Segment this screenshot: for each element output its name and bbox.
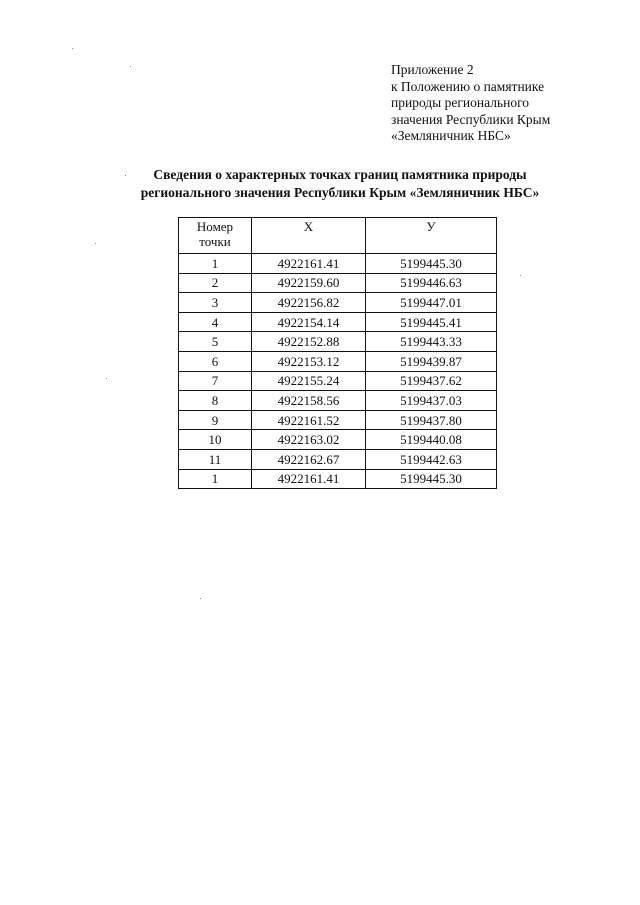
header-y: У [366, 218, 497, 254]
cell-y: 5199442.63 [366, 449, 497, 469]
cell-y: 5199445.41 [366, 312, 497, 332]
table-header-row [179, 218, 497, 254]
document-title [100, 166, 580, 202]
cell-y: 5199439.87 [366, 351, 497, 371]
cell-y: 5199443.33 [366, 332, 497, 352]
cell-point-number: 3 [179, 293, 252, 313]
table-row [179, 332, 497, 352]
cell-y: 5199446.63 [366, 273, 497, 293]
cell-y: 5199440.08 [366, 430, 497, 450]
scan-speck [125, 175, 126, 176]
cell-x: 4922154.14 [252, 312, 366, 332]
cell-x: 4922152.88 [252, 332, 366, 352]
table-row [179, 430, 497, 450]
table-row [179, 273, 497, 293]
scan-speck [95, 243, 96, 244]
cell-y: 5199447.01 [366, 293, 497, 313]
table-row [179, 469, 497, 489]
table-row [179, 391, 497, 411]
cell-point-number: 5 [179, 332, 252, 352]
cell-point-number: 2 [179, 273, 252, 293]
table-row [179, 371, 497, 391]
cell-point-number: 10 [179, 430, 252, 450]
table-row [179, 410, 497, 430]
scan-speck [200, 598, 201, 599]
cell-point-number: 6 [179, 351, 252, 371]
appendix-line: Приложение 2 [391, 62, 474, 77]
cell-x: 4922161.41 [252, 254, 366, 274]
scan-speck [106, 378, 107, 379]
cell-point-number: 1 [179, 254, 252, 274]
scan-speck [72, 48, 73, 49]
header-x: X [252, 218, 366, 254]
table-row [179, 254, 497, 274]
cell-y: 5199445.30 [366, 469, 497, 489]
cell-point-number: 8 [179, 391, 252, 411]
table-row [179, 312, 497, 332]
header-point-number-line2: точки [199, 234, 231, 249]
cell-point-number: 11 [179, 449, 252, 469]
cell-point-number: 4 [179, 312, 252, 332]
boundary-points-table [178, 217, 497, 489]
appendix-line: природы регионального [391, 95, 530, 110]
cell-point-number: 1 [179, 469, 252, 489]
cell-x: 4922161.52 [252, 410, 366, 430]
cell-x: 4922162.67 [252, 449, 366, 469]
appendix-line: значения Республики Крым [391, 111, 551, 127]
cell-y: 5199445.30 [366, 254, 497, 274]
scan-speck [130, 66, 131, 67]
cell-x: 4922153.12 [252, 351, 366, 371]
scan-speck [520, 275, 521, 276]
appendix-line: к Положению о памятнике [391, 78, 545, 94]
header-point-number [179, 218, 252, 254]
cell-y: 5199437.03 [366, 391, 497, 411]
table-row [179, 449, 497, 469]
cell-y: 5199437.80 [366, 410, 497, 430]
appendix-note [391, 62, 631, 145]
cell-x: 4922155.24 [252, 371, 366, 391]
table-row [179, 293, 497, 313]
table-row [179, 351, 497, 371]
title-line: Сведения о характерных точках границ памятника природы [153, 167, 527, 182]
cell-x: 4922156.82 [252, 293, 366, 313]
header-point-number-line1: Номер [196, 219, 234, 234]
cell-point-number: 7 [179, 371, 252, 391]
cell-x: 4922161.41 [252, 469, 366, 489]
cell-x: 4922158.56 [252, 391, 366, 411]
cell-x: 4922159.60 [252, 273, 366, 293]
cell-y: 5199437.62 [366, 371, 497, 391]
title-line: регионального значения Республики Крым «Земляничник НБС» [140, 185, 540, 200]
cell-x: 4922163.02 [252, 430, 366, 450]
appendix-line: «Земляничник НБС» [391, 128, 511, 143]
cell-point-number: 9 [179, 410, 252, 430]
